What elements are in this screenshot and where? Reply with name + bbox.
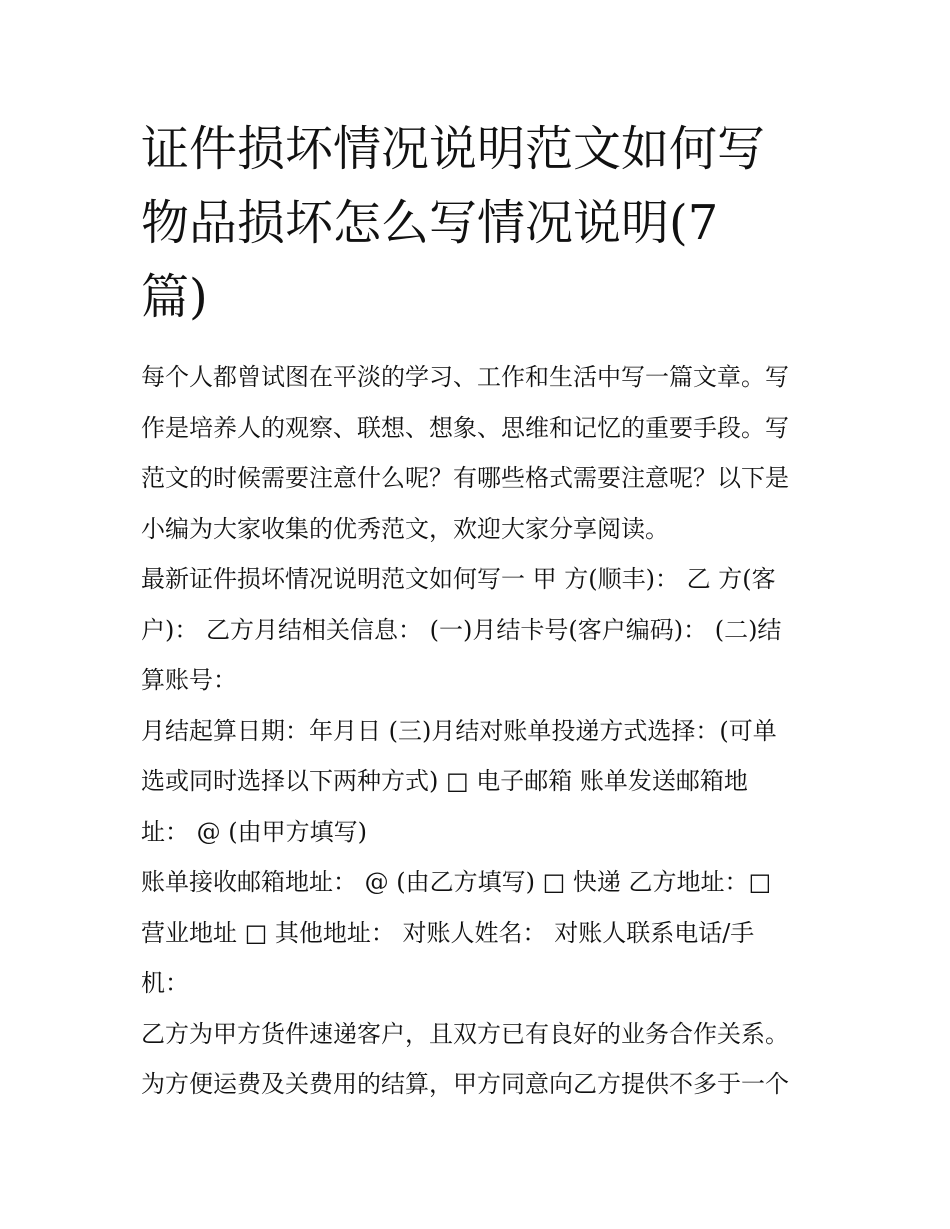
paragraph-line: 营业地址 □ 其他地址： 对账人姓名： 对账人联系电话/手 [141, 918, 755, 947]
title-line: 证件损坏情况说明范文如何写 [141, 121, 766, 177]
paragraph-line: 月结起算日期：年月日 (三)月结对账单投递方式选择：(可单 [141, 716, 777, 745]
paragraph-line: 址： @ (由甲方填写) [141, 817, 367, 846]
paragraph-line: 最新证件损坏情况说明范文如何写一 甲 方(顺丰)： 乙 方(客 [141, 565, 776, 593]
paragraph-line: 选或同时选择以下两种方式) □ 电子邮箱 账单发送邮箱地 [141, 767, 748, 795]
title-line: 篇) [141, 269, 208, 325]
paragraph-line: 乙方为甲方货件速递客户，且双方已有良好的业务合作关系。 [141, 1019, 789, 1048]
agreement-paragraph [141, 1009, 821, 1110]
party-info-paragraph [141, 554, 821, 706]
paragraph-line: 机： [141, 969, 189, 997]
paragraph-line: 作是培养人的观察、联想、想象、思维和记忆的重要手段。写 [141, 413, 789, 442]
title-line: 物品损坏怎么写情况说明(7 [141, 195, 719, 251]
document-title [141, 112, 821, 334]
billing-address-paragraph [141, 857, 821, 1009]
billing-date-paragraph [141, 706, 821, 858]
paragraph-line: 为方便运费及关费用的结算，甲方同意向乙方提供不多于一个 [141, 1070, 789, 1098]
paragraph-line: 每个人都曾试图在平淡的学习、工作和生活中写一篇文章。写 [141, 363, 789, 391]
intro-paragraph [141, 352, 821, 554]
paragraph-line: 账单接收邮箱地址： @ (由乙方填写) □ 快递 乙方地址：□ [141, 868, 772, 896]
paragraph-line: 户)： 乙方月结相关信息： (一)月结卡号(客户编码)： (二)结 [141, 615, 782, 644]
paragraph-line: 范文的时候需要注意什么呢？有哪些格式需要注意呢？以下是 [141, 464, 789, 492]
document-page [141, 112, 821, 1110]
paragraph-line: 算账号： [141, 666, 237, 694]
paragraph-line: 小编为大家收集的优秀范文，欢迎大家分享阅读。 [141, 514, 669, 543]
